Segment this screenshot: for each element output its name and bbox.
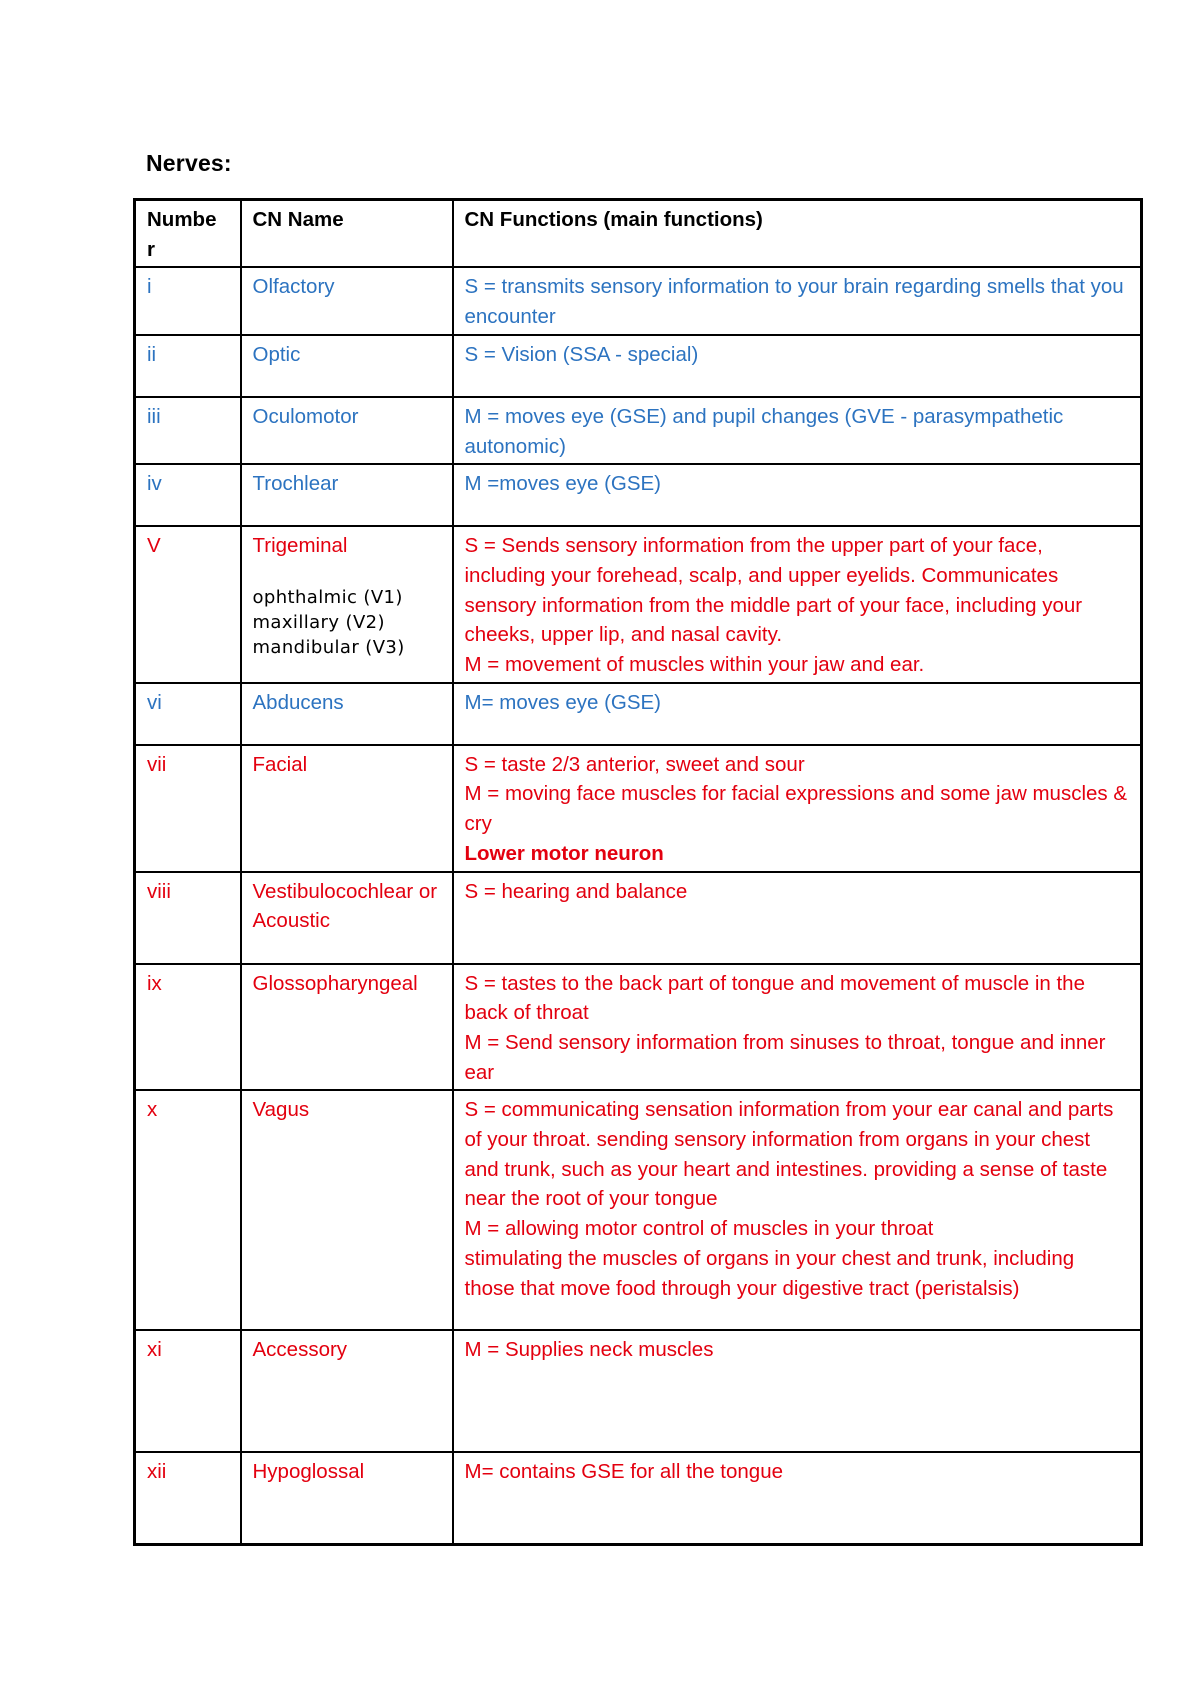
nerve-number: x [135,1090,241,1330]
nerve-name: Vestibulocochlear or Acoustic [241,872,453,964]
nerve-functions: M = moves eye (GSE) and pupil changes (GVE - parasympathetic autonomic) [453,397,1142,464]
nerve-name: Trochlear [241,464,453,526]
table-row [135,1330,1142,1452]
nerve-name: Hypoglossal [241,1452,453,1545]
nerve-functions: S = taste 2/3 anterior, sweet and sour M = moving face muscles for facial expressions and some jaw muscles & cry Lower motor neuron [453,745,1142,872]
nerve-number: viii [135,872,241,964]
table-row [135,1452,1142,1545]
table-row [135,872,1142,964]
nerve-number: vi [135,683,241,745]
nerve-number: xii [135,1452,241,1545]
nerve-name: Optic [241,335,453,397]
nerve-name: Accessory [241,1330,453,1452]
nerve-functions: S = tastes to the back part of tongue and movement of muscle in the back of throat M = Send sensory information from sinuses to throat, tongue and inner ear [453,964,1142,1091]
nerve-functions: S = transmits sensory information to your brain regarding smells that you encounter [453,267,1142,334]
table-row [135,964,1142,1091]
nerve-name: Trigeminal [252,534,348,558]
header-number: Numbe r [135,200,241,268]
nerve-functions: M =moves eye (GSE) [453,464,1142,526]
table-header-row [135,200,1142,268]
nerve-name: Facial [241,745,453,872]
cranial-nerves-table [133,198,1143,1546]
table-row [135,267,1142,334]
table-row [135,745,1142,872]
table-row [135,464,1142,526]
nerve-functions: S = Vision (SSA - special) [453,335,1142,397]
nerve-number: iv [135,464,241,526]
nerve-number: V [135,526,241,683]
table-row [135,683,1142,745]
table-row [135,335,1142,397]
nerve-name: Oculomotor [241,397,453,464]
nerve-functions: S = Sends sensory information from the upper part of your face, including your forehead, scalp, and upper eyelids. Communicates sensory information from the middle part of your face, including your cheeks, upper lip, and nasal cavity. M = movement of muscles within your jaw and ear. [453,526,1142,683]
nerve-functions: M= moves eye (GSE) [453,683,1142,745]
nerve-functions: S = hearing and balance [453,872,1142,964]
branch-label: maxillary (V2) [252,611,385,633]
header-cn-functions: CN Functions (main functions) [453,200,1142,268]
table-row [135,526,1142,683]
nerve-functions: S = communicating sensation information from your ear canal and parts of your throat. sending sensory information from organs in your chest and trunk, such as your heart and intestines. providing a sense of taste near the root of your tongue M = allowing motor control of muscles in your throat stimulating the muscles of organs in your chest and trunk, including those that move food through your digestive tract (peristalsis) [453,1090,1142,1330]
page-title: Nerves: [146,150,232,176]
header-cn-name: CN Name [241,200,453,268]
nerve-number: i [135,267,241,334]
nerve-number: ii [135,335,241,397]
nerve-functions: M= contains GSE for all the tongue [453,1452,1142,1545]
nerve-name: Glossopharyngeal [241,964,453,1091]
nerve-name: Vagus [241,1090,453,1330]
nerve-number: ix [135,964,241,1091]
nerve-name-cell [241,526,453,683]
nerve-number: xi [135,1330,241,1452]
table-row [135,1090,1142,1330]
nerve-number: vii [135,745,241,872]
branch-label: mandibular (V3) [252,636,405,658]
table-row [135,397,1142,464]
nerve-name: Abducens [241,683,453,745]
nerve-number: iii [135,397,241,464]
nerve-name: Olfactory [241,267,453,334]
nerve-functions: M = Supplies neck muscles [453,1330,1142,1452]
branch-label: ophthalmic (V1) [252,586,403,608]
